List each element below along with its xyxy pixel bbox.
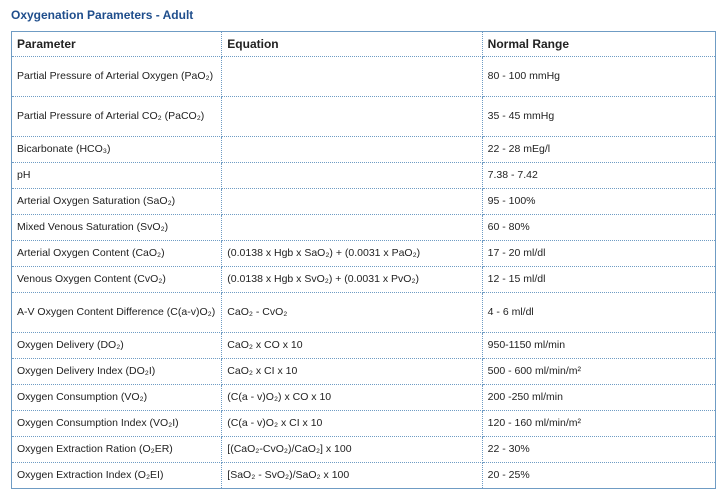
equation-cell [222,57,482,97]
equation-cell: [(CaO₂-CvO₂)/CaO₂] x 100 [222,437,482,463]
parameter-cell: Oxygen Extraction Ration (O₂ER) [12,437,222,463]
equation-cell: (0.0138 x Hgb x SvO₂) + (0.0031 x PvO₂) [222,267,482,293]
parameter-cell: Mixed Venous Saturation (SvO₂) [12,215,222,241]
parameter-cell: Venous Oxygen Content (CvO₂) [12,267,222,293]
normal-range-cell: 95 - 100% [482,189,715,215]
normal-range-cell: 17 - 20 ml/dl [482,241,715,267]
normal-range-cell: 22 - 30% [482,437,715,463]
normal-range-cell: 120 - 160 ml/min/m² [482,411,715,437]
normal-range-cell: 500 - 600 ml/min/m² [482,359,715,385]
parameter-cell: Oxygen Delivery Index (DO₂I) [12,359,222,385]
normal-range-cell: 22 - 28 mEg/l [482,137,715,163]
table-header-row [12,32,716,57]
oxygenation-parameters-table [11,31,716,489]
table-row [12,293,716,333]
parameter-cell: Arterial Oxygen Content (CaO₂) [12,241,222,267]
equation-cell: (C(a - v)O₂ x CI x 10 [222,411,482,437]
equation-cell: (C(a - v)O₂) x CO x 10 [222,385,482,411]
equation-cell: CaO₂ x CO x 10 [222,333,482,359]
parameter-cell: Oxygen Extraction Index (O₂EI) [12,463,222,489]
equation-cell [222,137,482,163]
table-row [12,137,716,163]
table-row [12,333,716,359]
table-row [12,163,716,189]
table-row [12,241,716,267]
equation-cell: (0.0138 x Hgb x SaO₂) + (0.0031 x PaO₂) [222,241,482,267]
parameter-cell: Partial Pressure of Arterial Oxygen (PaO₂) [12,57,222,97]
normal-range-cell: 950-1150 ml/min [482,333,715,359]
normal-range-cell: 200 -250 ml/min [482,385,715,411]
table-row [12,97,716,137]
parameter-cell: Partial Pressure of Arterial CO₂ (PaCO₂) [12,97,222,137]
equation-cell: [SaO₂ - SvO₂)/SaO₂ x 100 [222,463,482,489]
parameter-cell: pH [12,163,222,189]
page-title: Oxygenation Parameters - Adult [11,8,194,22]
parameter-cell: Arterial Oxygen Saturation (SaO₂) [12,189,222,215]
table-row [12,385,716,411]
table-row [12,189,716,215]
equation-cell [222,189,482,215]
column-header-equation: Equation [222,32,482,57]
normal-range-cell: 12 - 15 ml/dl [482,267,715,293]
normal-range-cell: 60 - 80% [482,215,715,241]
column-header-parameter: Parameter [12,32,222,57]
parameter-cell: A-V Oxygen Content Difference (C(a-v)O₂) [12,293,222,333]
equation-cell: CaO₂ - CvO₂ [222,293,482,333]
parameter-cell: Bicarbonate (HCO₃) [12,137,222,163]
parameter-cell: Oxygen Consumption Index (VO₂I) [12,411,222,437]
table-row [12,437,716,463]
equation-cell [222,215,482,241]
equation-cell [222,163,482,189]
normal-range-cell: 20 - 25% [482,463,715,489]
table-row [12,57,716,97]
normal-range-cell: 35 - 45 mmHg [482,97,715,137]
normal-range-cell: 4 - 6 ml/dl [482,293,715,333]
column-header-normal-range: Normal Range [482,32,715,57]
normal-range-cell: 80 - 100 mmHg [482,57,715,97]
equation-cell: CaO₂ x CI x 10 [222,359,482,385]
parameter-cell: Oxygen Delivery (DO₂) [12,333,222,359]
table-row [12,267,716,293]
parameter-cell: Oxygen Consumption (VO₂) [12,385,222,411]
table-row [12,411,716,437]
table-row [12,359,716,385]
normal-range-cell: 7.38 - 7.42 [482,163,715,189]
table-row [12,215,716,241]
table-row [12,463,716,489]
equation-cell [222,97,482,137]
